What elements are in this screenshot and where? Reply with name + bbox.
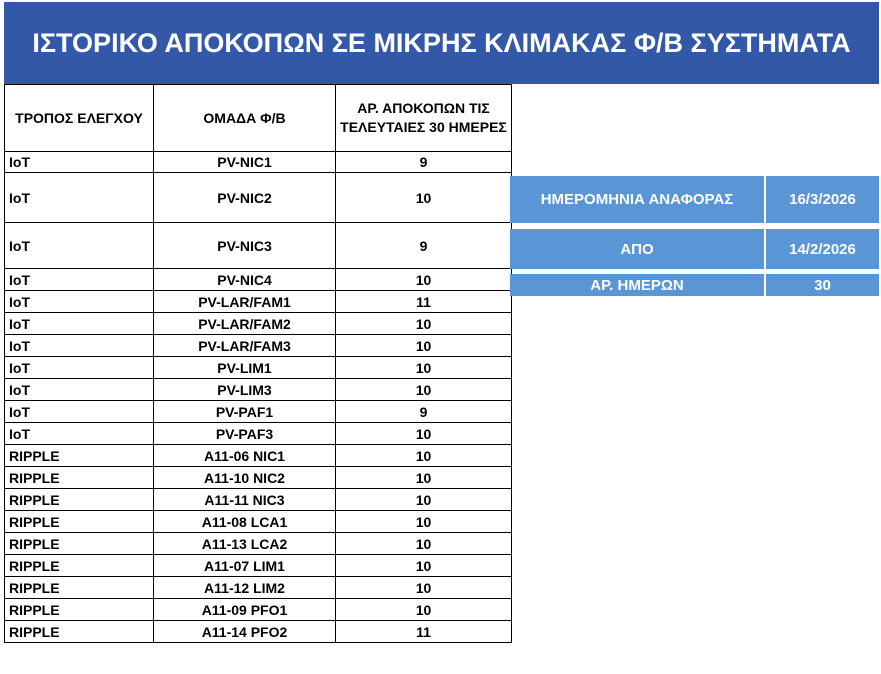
- row-mode-cell: RIPPLE: [5, 467, 154, 489]
- row-group-cell: PV-NIC4: [154, 269, 336, 291]
- row-count-cell: 9: [336, 152, 512, 173]
- row-count-cell: 10: [336, 379, 512, 401]
- table-row: [5, 467, 512, 489]
- row-group-cell: A11-14 PFO2: [154, 621, 336, 643]
- header-count: ΑΡ. ΑΠΟΚΟΠΩΝ ΤΙΣ ΤΕΛΕΥΤΑΙΕΣ 30 ΗΜΕΡΕΣ: [336, 85, 512, 152]
- row-group-cell: A11-07 LIM1: [154, 555, 336, 577]
- row-group-cell: PV-NIC3: [154, 223, 336, 269]
- table-row: [5, 401, 512, 423]
- table-row: [5, 555, 512, 577]
- row-mode-cell: RIPPLE: [5, 511, 154, 533]
- curtailment-table: [4, 84, 512, 643]
- table-row: [5, 173, 512, 223]
- table-row: [5, 152, 512, 173]
- row-mode-cell: IoT: [5, 173, 154, 223]
- row-count-cell: 10: [336, 423, 512, 445]
- row-group-cell: PV-LAR/FAM3: [154, 335, 336, 357]
- row-group-cell: PV-LAR/FAM2: [154, 313, 336, 335]
- row-group-cell: A11-09 PFO1: [154, 599, 336, 621]
- row-group-cell: PV-LIM1: [154, 357, 336, 379]
- header-group: ΟΜΑΔΑ Φ/Β: [154, 85, 336, 152]
- table-row: [5, 621, 512, 643]
- row-mode-cell: IoT: [5, 423, 154, 445]
- row-count-cell: 10: [336, 467, 512, 489]
- row-count-cell: 10: [336, 445, 512, 467]
- table-row: [5, 599, 512, 621]
- row-count-cell: 10: [336, 269, 512, 291]
- row-group-cell: A11-08 LCA1: [154, 511, 336, 533]
- row-group-cell: PV-LAR/FAM1: [154, 291, 336, 313]
- from-label: ΑΠΟ: [510, 229, 764, 269]
- table-row: [5, 379, 512, 401]
- row-mode-cell: RIPPLE: [5, 599, 154, 621]
- days-value: 30: [766, 274, 879, 296]
- table-row: [5, 313, 512, 335]
- row-mode-cell: RIPPLE: [5, 555, 154, 577]
- row-count-cell: 10: [336, 313, 512, 335]
- table-row: [5, 533, 512, 555]
- row-count-cell: 10: [336, 533, 512, 555]
- row-mode-cell: RIPPLE: [5, 489, 154, 511]
- row-group-cell: A11-13 LCA2: [154, 533, 336, 555]
- table-row: [5, 489, 512, 511]
- report-date-value: 16/3/2026: [766, 176, 879, 223]
- row-count-cell: 9: [336, 401, 512, 423]
- row-group-cell: A11-06 NIC1: [154, 445, 336, 467]
- table-row: [5, 511, 512, 533]
- row-group-cell: A11-10 NIC2: [154, 467, 336, 489]
- row-mode-cell: IoT: [5, 357, 154, 379]
- row-count-cell: 10: [336, 577, 512, 599]
- table-row: [5, 269, 512, 291]
- row-count-cell: 10: [336, 555, 512, 577]
- row-mode-cell: RIPPLE: [5, 621, 154, 643]
- row-mode-cell: RIPPLE: [5, 445, 154, 467]
- row-group-cell: PV-NIC2: [154, 173, 336, 223]
- row-count-cell: 11: [336, 291, 512, 313]
- table-header-row: [5, 85, 512, 152]
- row-mode-cell: RIPPLE: [5, 533, 154, 555]
- table-row: [5, 335, 512, 357]
- row-group-cell: PV-NIC1: [154, 152, 336, 173]
- page-title: ΙΣΤΟΡΙΚΟ ΑΠΟΚΟΠΩΝ ΣΕ ΜΙΚΡΗΣ ΚΛΙΜΑΚΑΣ Φ/Β ΣΥΣΤΗΜΑΤΑ: [4, 2, 879, 84]
- row-mode-cell: IoT: [5, 291, 154, 313]
- row-count-cell: 10: [336, 489, 512, 511]
- row-mode-cell: IoT: [5, 313, 154, 335]
- row-mode-cell: IoT: [5, 269, 154, 291]
- row-count-cell: 10: [336, 599, 512, 621]
- row-group-cell: PV-PAF3: [154, 423, 336, 445]
- row-count-cell: 10: [336, 357, 512, 379]
- row-mode-cell: IoT: [5, 379, 154, 401]
- row-count-cell: 11: [336, 621, 512, 643]
- table-row: [5, 445, 512, 467]
- report-date-label: ΗΜΕΡΟΜΗΝΙΑ ΑΝΑΦΟΡΑΣ: [510, 176, 764, 223]
- row-mode-cell: IoT: [5, 335, 154, 357]
- row-count-cell: 10: [336, 335, 512, 357]
- table-row: [5, 423, 512, 445]
- from-value: 14/2/2026: [766, 229, 879, 269]
- row-count-cell: 9: [336, 223, 512, 269]
- row-count-cell: 10: [336, 511, 512, 533]
- row-mode-cell: RIPPLE: [5, 577, 154, 599]
- header-mode: ΤΡΟΠΟΣ ΕΛΕΓΧΟΥ: [5, 85, 154, 152]
- row-group-cell: A11-12 LIM2: [154, 577, 336, 599]
- days-label: ΑΡ. ΗΜΕΡΩΝ: [510, 274, 764, 296]
- row-group-cell: PV-PAF1: [154, 401, 336, 423]
- row-mode-cell: IoT: [5, 152, 154, 173]
- row-mode-cell: IoT: [5, 401, 154, 423]
- row-mode-cell: IoT: [5, 223, 154, 269]
- row-group-cell: A11-11 NIC3: [154, 489, 336, 511]
- table-row: [5, 577, 512, 599]
- table-row: [5, 291, 512, 313]
- row-count-cell: 10: [336, 173, 512, 223]
- table-row: [5, 223, 512, 269]
- table-row: [5, 357, 512, 379]
- row-group-cell: PV-LIM3: [154, 379, 336, 401]
